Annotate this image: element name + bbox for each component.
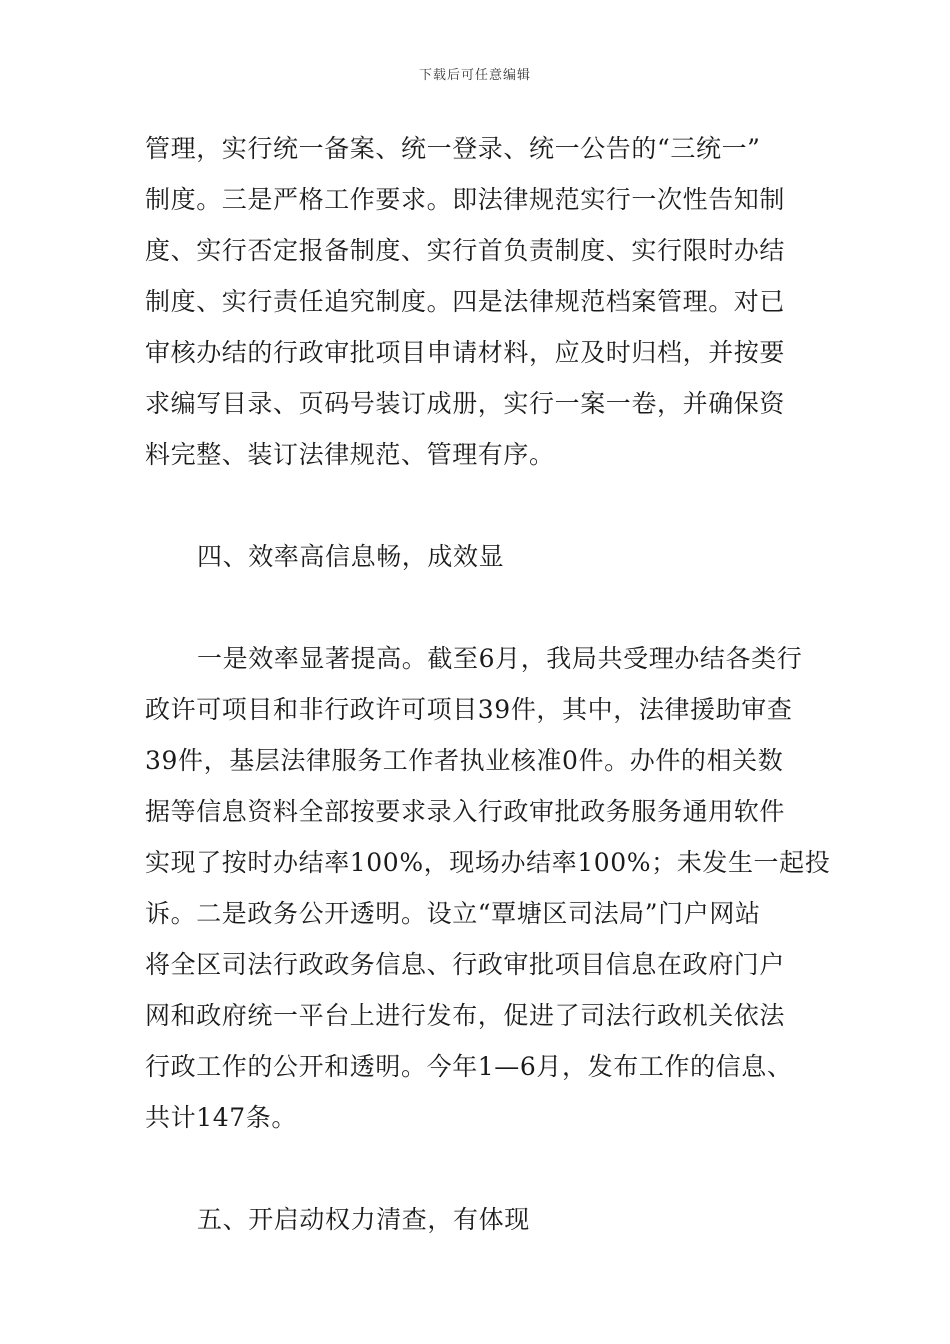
paragraph-gap bbox=[145, 1143, 807, 1194]
text-line: 据等信息资料全部按要求录入行政审批政务服务通用软件 bbox=[145, 797, 786, 826]
text-line: 求编写目录、页码号装订成册，实行一案一卷，并确保资 bbox=[145, 389, 786, 418]
text-line: 料完整、装订法律规范、管理有序。 bbox=[145, 440, 555, 469]
text-line: 共计147条。 bbox=[145, 1103, 297, 1132]
paragraph-gap bbox=[145, 480, 807, 531]
text-line: 制度。三是严格工作要求。即法律规范实行一次性告知制 bbox=[145, 185, 786, 214]
text-line: 管理，实行统一备案、统一登录、统一公告的“三统一” bbox=[145, 134, 761, 163]
text-line: 39件，基层法律服务工作者执业核准0件。办件的相关数 bbox=[145, 746, 784, 775]
text-line: 五、开启动权力清查，有体现 bbox=[197, 1205, 530, 1234]
paragraph-gap bbox=[145, 582, 807, 633]
text-line: 实现了按时办结率100%，现场办结率100%；未发生一起投 bbox=[145, 848, 831, 877]
text-line: 度、实行否定报备制度、实行首负责制度、实行限时办结 bbox=[145, 236, 786, 265]
text-line: 一是效率显著提高。截至6月，我局共受理办结各类行 bbox=[197, 644, 803, 673]
text-line: 诉。二是政务公开透明。设立“覃塘区司法局”门户网站 bbox=[145, 899, 761, 928]
text-line: 四、效率高信息畅，成效显 bbox=[197, 542, 505, 571]
text-line: 政许可项目和非行政许可项目39件，其中，法律援助审查 bbox=[145, 695, 793, 724]
text-line: 行政工作的公开和透明。今年1—6月，发布工作的信息、 bbox=[145, 1052, 793, 1081]
page-header: 下载后可任意编辑 bbox=[418, 68, 531, 83]
text-line: 制度、实行责任追究制度。四是法律规范档案管理。对已 bbox=[145, 287, 786, 316]
text-line: 审核办结的行政审批项目申请材料，应及时归档，并按要 bbox=[145, 338, 786, 367]
text-line: 网和政府统一平台上进行发布，促进了司法行政机关依法 bbox=[145, 1001, 786, 1030]
text-line: 将全区司法行政政务信息、行政审批项目信息在政府门户 bbox=[145, 950, 786, 979]
document-body bbox=[145, 123, 831, 1245]
